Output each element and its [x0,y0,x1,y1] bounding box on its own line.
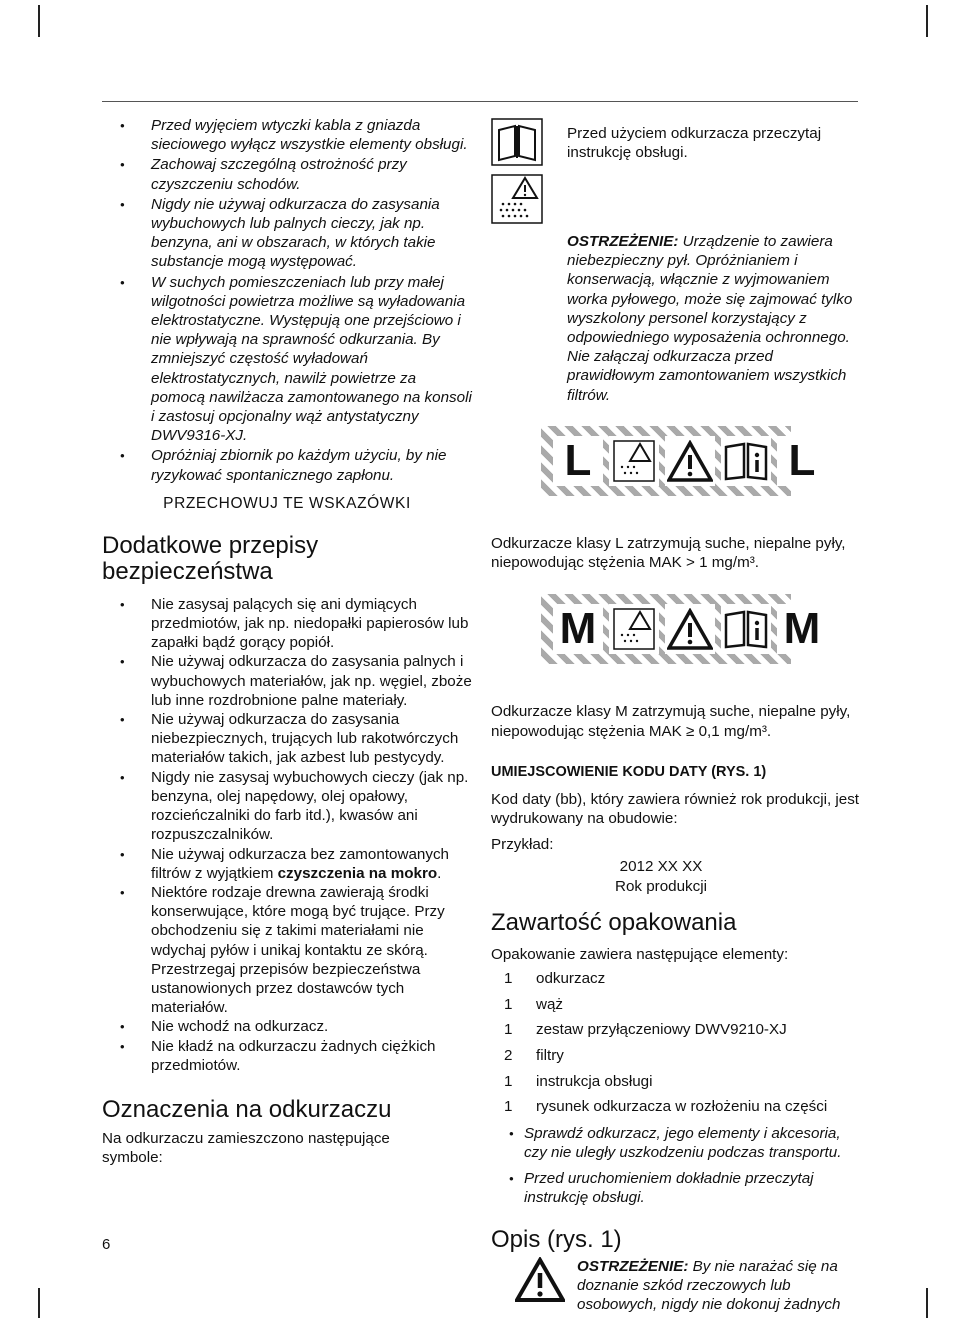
left-column [102,116,472,1167]
package-intro: Opakowanie zawiera następujące elementy: [491,945,789,963]
section-title-package: Zawartość opakowania [491,908,737,936]
warning-triangle-icon [667,608,713,650]
section-title-description: Opis (rys. 1) [491,1225,622,1253]
table-row [491,1047,827,1073]
bullet-bold-text: czyszczenia na mokro [277,864,438,882]
dust-warning-icon [612,439,656,483]
dust-warning-icon [612,607,656,651]
warning-triangle-box [665,436,715,486]
info-book-icon [723,441,769,481]
warning-label: OSTRZEŻENIE: [577,1257,689,1275]
list-item: • Sprawdź odkurzacz, jego elementy i akcesoria, czy nie uległy uszkodzeniu podczas transportu. [491,1124,861,1162]
class-letter: L [564,436,592,485]
manual-symbol-text: Przed użyciem odkurzacza przeczytaj instrukcję obsługi. [567,125,822,162]
item-name: filtry [536,1047,564,1065]
page-number: 6 [102,1236,111,1253]
item-qty: 2 [504,1047,513,1065]
list-item: • Nie używaj odkurzacza do zasysania niebezpiecznych, trujących lub rakotwórczych materiałów takich, jak azbest lub pestycydy. [102,710,472,768]
class-l-letter-box [553,436,603,486]
item-qty: 1 [504,1021,513,1039]
warning-triangle-icon [515,1257,565,1303]
class-letter: M [783,604,821,654]
list-item: • Nie używaj odkurzacza do zasysania palnych i wybuchowych materiałów, jak np. węgiel, zboże lub inne rozdrobnione palne materiały. [102,652,472,710]
package-items-table [491,970,827,1124]
read-manual-icon [491,118,543,166]
crop-mark [38,5,40,37]
table-row [491,1073,827,1099]
list-item: • Nie zasysaj palących się ani dymiących przedmiotów, jak np. niedopałki papierosów lub zapałki bądź gorący popiół. [102,595,472,653]
table-row [491,1021,827,1047]
manual-symbol-row [491,116,861,170]
class-m-label [541,594,821,664]
markings-intro: Na odkurzaczu zamieszczono następujące symbole: [102,1129,390,1167]
dust-warning-icon [491,174,543,224]
class-l-letter-box [777,436,827,486]
item-qty: 1 [504,970,513,988]
class-m-description: Odkurzacze klasy M zatrzymują suche, niepalne pyły, niepowodując stężenia MAK ≥ 0,1 mg/m³. [491,703,851,740]
info-book-box [721,604,771,654]
list-item: • Zachowaj szczególną ostrożność przy czyszczeniu schodów. [102,155,472,193]
example-caption: Rok produkcji [614,877,707,895]
table-row [491,1098,827,1124]
example-code: 2012 XX XX [619,858,703,876]
safety-bullets [102,116,472,485]
info-book-icon [723,609,769,649]
section-title-markings: Oznaczenia na odkurzaczu [102,1095,392,1123]
info-book-box [721,436,771,486]
item-qty: 1 [504,995,513,1013]
crop-mark [926,1288,928,1318]
warning-triangle-box [665,604,715,654]
item-qty: 1 [504,1072,513,1090]
dust-symbol-box [609,436,659,486]
crop-mark [926,5,928,37]
warning-triangle-icon [667,440,713,482]
list-item: • W suchych pomieszczeniach lub przy małej wilgotności powietrza możliwe są wyładowania elektrostatyczne. Występują one przejściowo i nie wpływają na sprawność odkurzania. By zmniejszyć częstość wyładowań elektrostatycznych, nawilż powietrze za pomocą nawilżacza zamontowanego na konsoli i zastosuj opcjonalny wąż antystatyczny DWV9316-XJ. [102,273,472,446]
date-code-title: UMIEJSCOWIENIE KODU DATY (RYS. 1) [491,763,767,780]
dust-warning-row [491,174,861,404]
section-title-extra-safety: Dodatkowe przepisy bezpieczeństwa [102,531,319,585]
table-row [491,996,827,1022]
keep-instructions-notice: PRZECHOWUJ TE WSKAZÓWKI [163,494,411,512]
right-column [491,116,861,1323]
class-l-description: Odkurzacze klasy L zatrzymują suche, niepalne pyły, niepowodując stężenia MAK > 1 mg/m³. [491,535,846,572]
list-item [102,845,472,883]
example-label: Przykład: [491,836,554,854]
warning-body: Urządzenie to zawiera niebezpieczny pył. Opróżnianiem i konserwacją, włącznie z wyjmowaniem worka pyłowego, może się zajmować tylko wyszkolony personel korzystający z odpowiedniego wyposażenia ochronnego. Nie załączaj odkurzacza przed prawidłowym zamontowaniem wszystkich filtrów. [567,233,853,404]
item-qty: 1 [504,1098,513,1116]
list-item: • Nie kładź na odkurzaczu żadnych ciężkich przedmiotów. [102,1037,472,1075]
list-item: • Opróżniaj zbiornik po każdym użyciu, by nie ryzykować spontanicznego zapłonu. [102,446,472,484]
list-item: • Nigdy nie zasysaj wybuchowych cieczy (jak np. benzyna, olej napędowy, olej opałowy, rozcieńczalniki do farb itd.), kwasów ani rozpuszczalników. [102,768,472,845]
class-l-symbols [553,433,827,489]
header-rule [102,101,858,102]
item-name: instrukcja obsługi [536,1072,653,1090]
bullet-text: Nie używaj odkurzacza bez zamontowanych filtrów z wyjątkiem [151,845,449,882]
item-name: zestaw przyłączeniowy DWV9210-XJ [536,1021,787,1039]
description-warning-text [577,1257,862,1315]
warning-label: OSTRZEŻENIE: [567,233,679,250]
list-item: • Niektóre rodzaje drewna zawierają środki konserwujące, które mogą być trujące. Przy obchodzeniu się z takimi materiałami nie wdychaj pyłów i unikaj kontaktu ze skórą. Przestrzegaj przepisów bezpieczeństwa ustanowionych przez dostawców tych materiałów. [102,883,472,1017]
item-name: wąż [536,995,564,1013]
item-name: odkurzacz [536,970,606,988]
extra-safety-bullets [102,595,472,1075]
class-m-letter-box [553,604,603,654]
description-warning [491,1257,861,1323]
list-item: • Nigdy nie używaj odkurzacza do zasysania wybuchowych lub palnych cieczy, jak np. benzyna, ani w obszarach, w których takie substancje mogą występować. [102,195,472,272]
class-l-label [541,426,816,496]
class-letter: L [788,436,816,485]
package-bullets [491,1124,861,1207]
bullet-text: . [437,864,442,882]
crop-mark [38,1288,40,1318]
list-item: • Przed uruchomieniem dokładnie przeczytaj instrukcję obsługi. [491,1169,861,1207]
item-name: rysunek odkurzacza w rozłożeniu na części [536,1098,828,1116]
warning-body: By nie narażać się na doznanie szkód rzeczowych lub osobowych, nigdy nie dokonuj żadnych [577,1257,841,1314]
list-item: • Przed wyjęciem wtyczki kabla z gniazda sieciowego wyłącz wszystkie elementy obsługi. [102,116,472,154]
dust-symbol-box [609,604,659,654]
list-item: • Nie wchodź na odkurzacz. [102,1017,472,1036]
class-m-letter-box [777,604,827,654]
table-row [491,970,827,996]
dust-warning-text [567,232,862,405]
class-m-symbols [553,601,827,657]
date-code-text: Kod daty (bb), który zawiera również rok produkcji, jest wydrukowany na obudowie: [491,790,860,828]
class-letter: M [559,604,597,654]
